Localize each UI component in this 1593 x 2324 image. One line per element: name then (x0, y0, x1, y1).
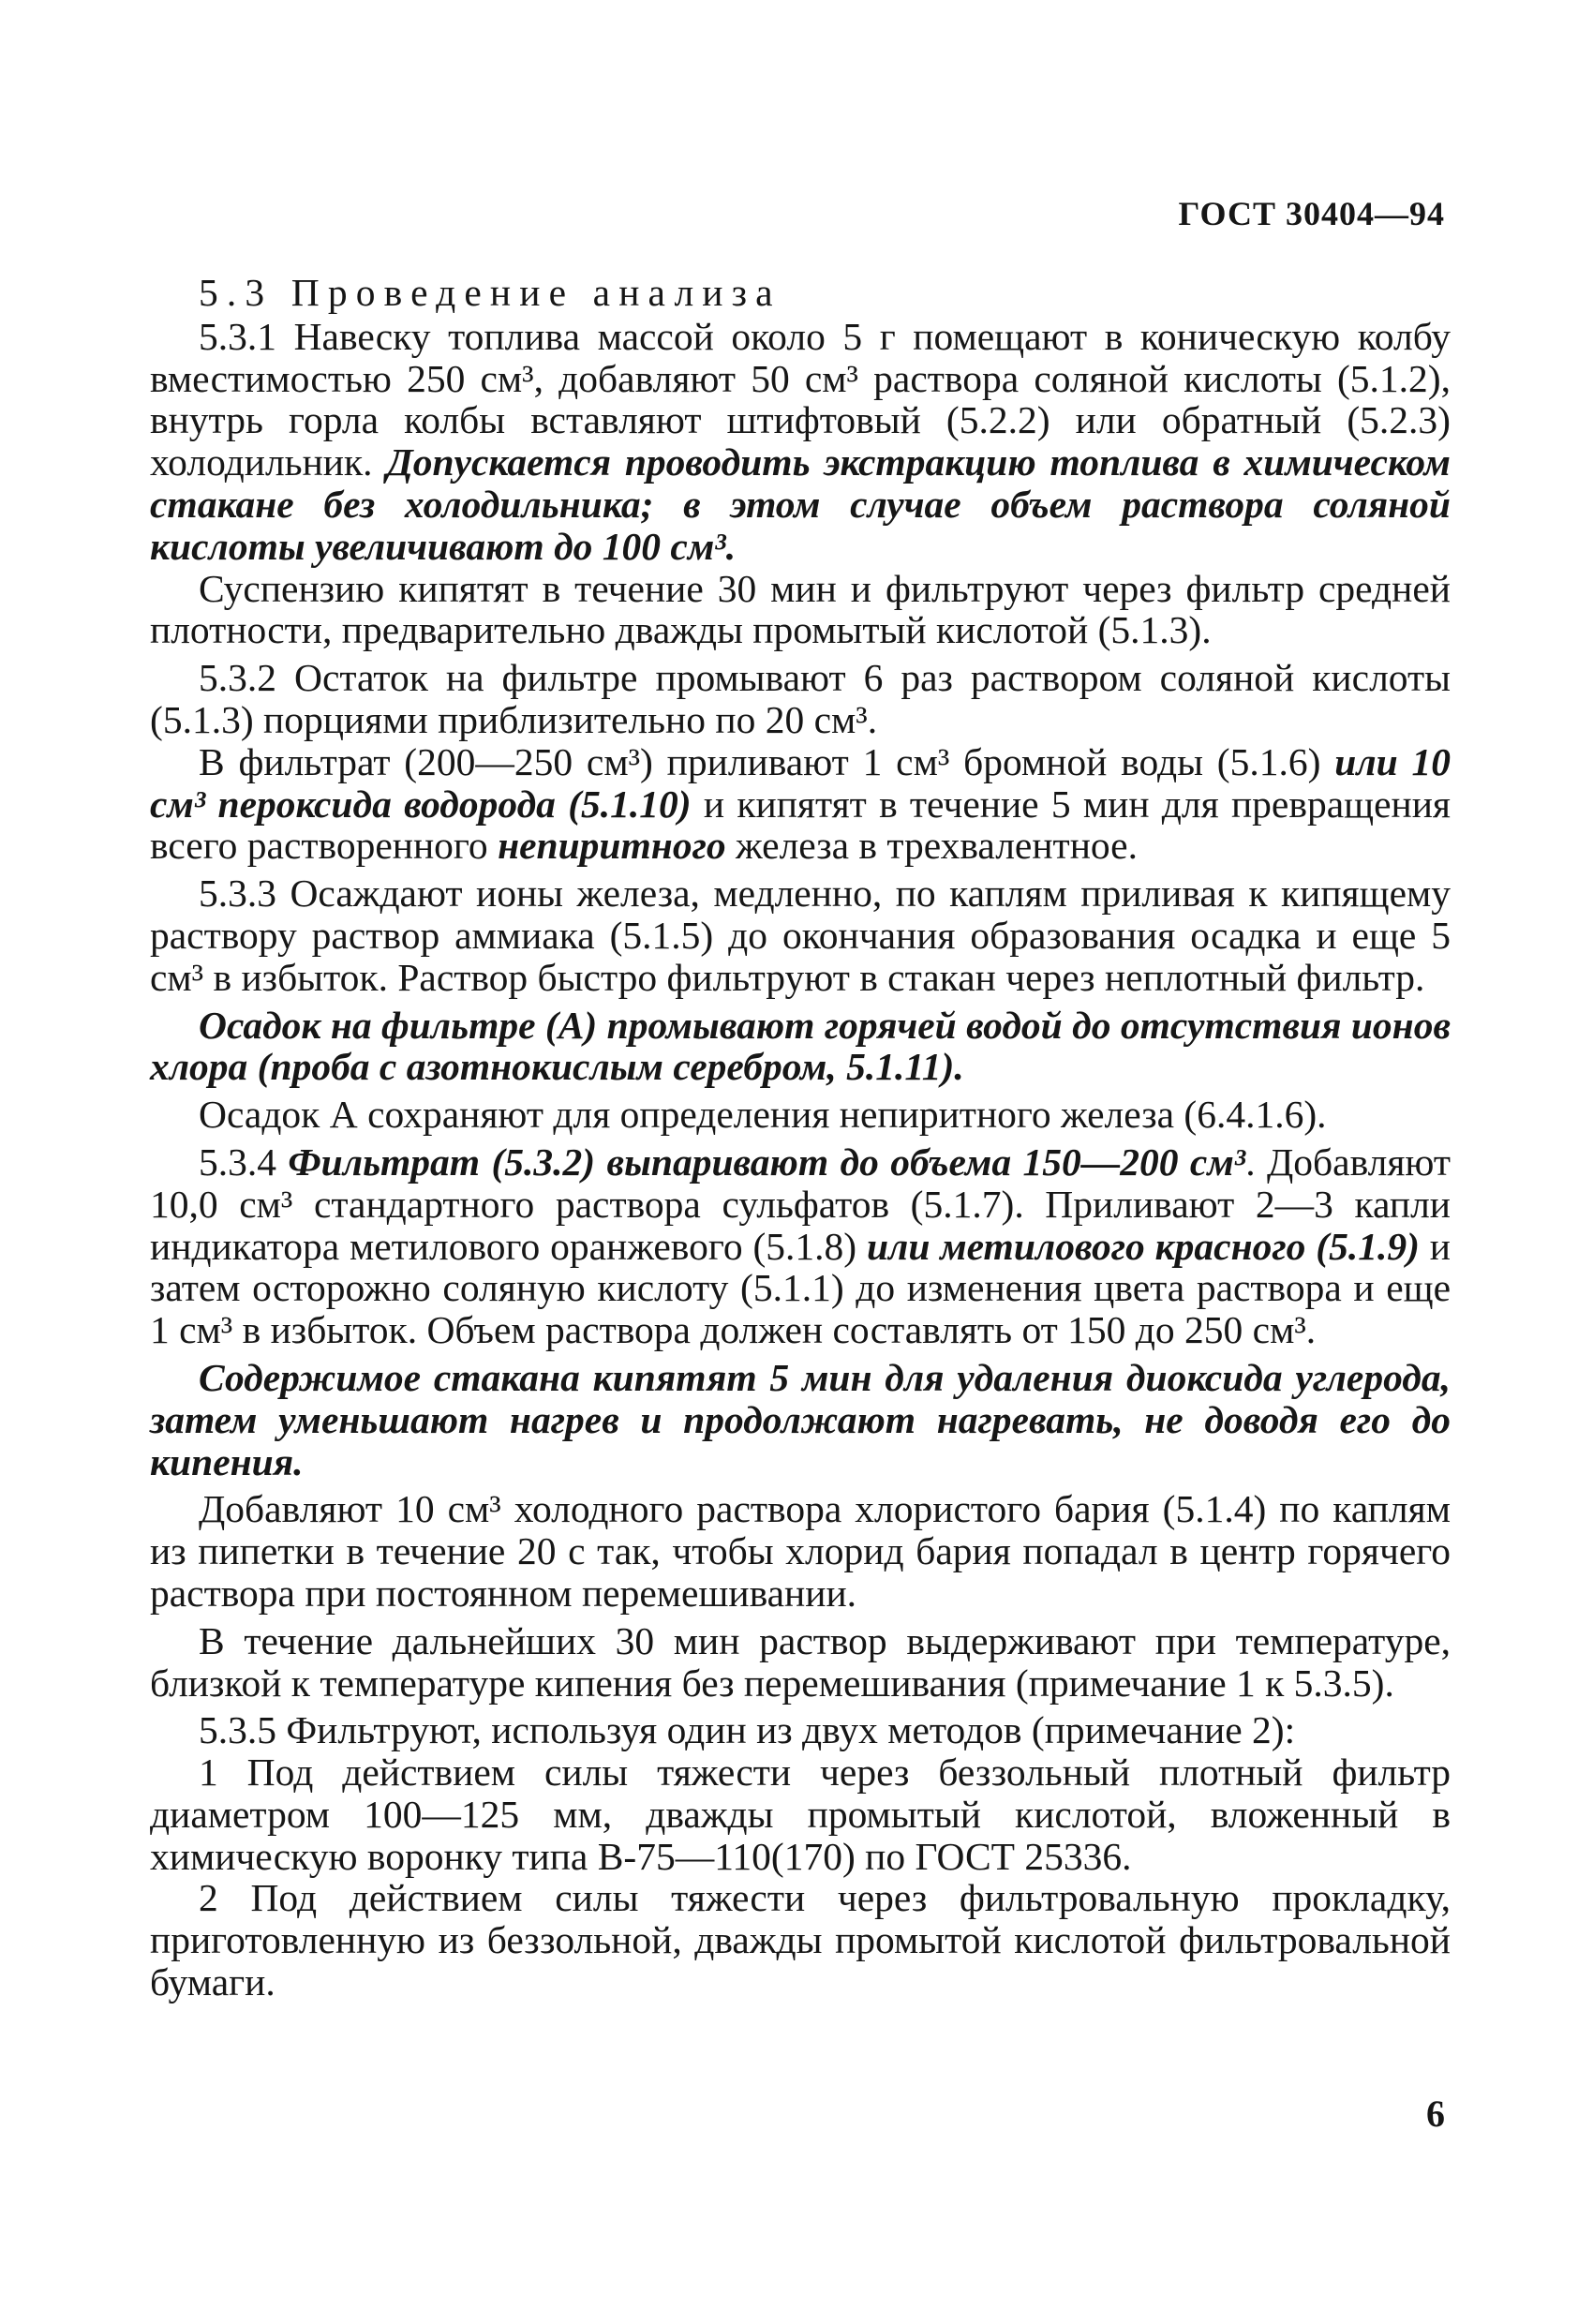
text-segment: . Добавляют 10,0 см³ стандартного раствора сульфатов (5.1.7). Приливают 2—3 капли индикатора метилового оранжевого (5.1.8) (150, 1140, 1452, 1268)
paragraph (150, 1620, 1451, 1705)
text-segment: Осадок А сохраняют для определения непиритного железа (6.4.1.6). (199, 1093, 1327, 1137)
paragraph (150, 657, 1451, 741)
paragraph (150, 1357, 1451, 1482)
text-segment: В фильтрат (200—250 см³) приливают 1 см³ бромной воды (5.1.6) (199, 739, 1335, 783)
text-segment: 5.3.4 (199, 1140, 289, 1184)
paragraph (150, 568, 1451, 652)
text-segment: и затем осторожно соляную кислоту (5.1.1) до изменения цвета раствора и еще 1 см³ в избыток. Объем раствора должен составлять от 150 до 250 см³. (150, 1224, 1451, 1352)
paragraph-list (150, 316, 1451, 2004)
italic-text-segment: Допускается проводить экстракцию топлива в химическом стакане без холодильника; в этом случае объем раствора соляной кислоты увеличивают до 100 см³. (150, 440, 1451, 568)
italic-text-segment: непиритного (498, 824, 726, 868)
paragraph (150, 1005, 1451, 1089)
paragraph (150, 1709, 1451, 1751)
paragraph (150, 316, 1451, 568)
text-segment: 5.3.2 Остаток на фильтре промывают 6 раз раствором соляной кислоты (5.1.3) порциями приблизительно по 20 см³. (150, 656, 1451, 741)
text-segment: 5.3.5 Фильтруют, используя один из двух методов (примечание 2): (199, 1708, 1296, 1752)
italic-text-segment: Осадок на фильтре (А) промывают горячей водой до отсутствия ионов хлора (проба с азотнокислым серебром, 5.1.11). (150, 1003, 1451, 1089)
paragraph (150, 872, 1451, 998)
text-segment: железа в трехвалентное. (725, 824, 1138, 868)
text-segment: Суспензию кипятят в течение 30 мин и фильтруют через фильтр средней плотности, предварительно дважды промытый кислотой (5.1.3). (150, 566, 1451, 652)
paragraph (150, 1488, 1451, 1614)
text-segment: 1 Под действием силы тяжести через беззольный плотный фильтр диаметром 100—125 мм, дважды промытый кислотой, вложенный в химическую воронку типа В-75—110(170) по ГОСТ 25336. (150, 1750, 1451, 1878)
text-segment: Добавляют 10 см³ холодного раствора хлористого бария (5.1.4) по каплям из пипетки в течение 20 с так, чтобы хлорид бария попадал в центр горячего раствора при постоянном перемешивании. (150, 1487, 1451, 1615)
page-number: 6 (1426, 2093, 1445, 2135)
italic-text-segment: или 10 см³ пероксида водорода (5.1.10) (150, 739, 1451, 826)
paragraph (150, 1751, 1451, 1877)
paragraph (150, 1094, 1451, 1136)
text-segment: 2 Под действием силы тяжести через фильтровальную прокладку, приготовленную из беззольной, дважды промытой кислотой фильтровальной бумаги. (150, 1876, 1451, 2004)
italic-text-segment: или метилового красного (5.1.9) (866, 1224, 1420, 1268)
paragraph (150, 1141, 1451, 1351)
paragraph (150, 741, 1451, 867)
text-segment: и кипятят в течение 5 мин для превращения всего растворенного (150, 782, 1451, 868)
document-header: ГОСТ 30404—94 (1178, 195, 1445, 232)
paragraph (150, 1877, 1451, 2003)
document-body (150, 272, 1451, 2009)
text-segment: В течение дальнейших 30 мин раствор выдерживают при температуре, близкой к температуре кипения без перемешивания (примечание 1 к 5.3.5). (150, 1618, 1451, 1705)
text-segment: 5.3.1 Навеску топлива массой около 5 г помещают в коническую колбу вместимостью 250 см³, добавляют 50 см³ раствора соляной кислоты (5.1.2), внутрь горла колбы вставляют штифтовый (5.2.2) или обратный (5.2.3) холодильник. (150, 314, 1451, 484)
text-segment: 5.3.3 Осаждают ионы железа, медленно, по каплям приливая к кипящему раствору раствор аммиака (5.1.5) до окончания образования осадка и еще 5 см³ в избыток. Раствор быстро фильтруют в стакан через неплотный фильтр. (150, 872, 1451, 999)
italic-text-segment: Содержимое стакана кипятят 5 мин для удаления диоксида углерода, затем уменьшают нагрев и продолжают нагревать, не доводя его до кипения. (150, 1355, 1451, 1483)
section-title: 5.3 Проведение анализа (199, 271, 782, 314)
italic-text-segment: Фильтрат (5.3.2) выпаривают до объема 150—200 см³ (288, 1140, 1246, 1184)
